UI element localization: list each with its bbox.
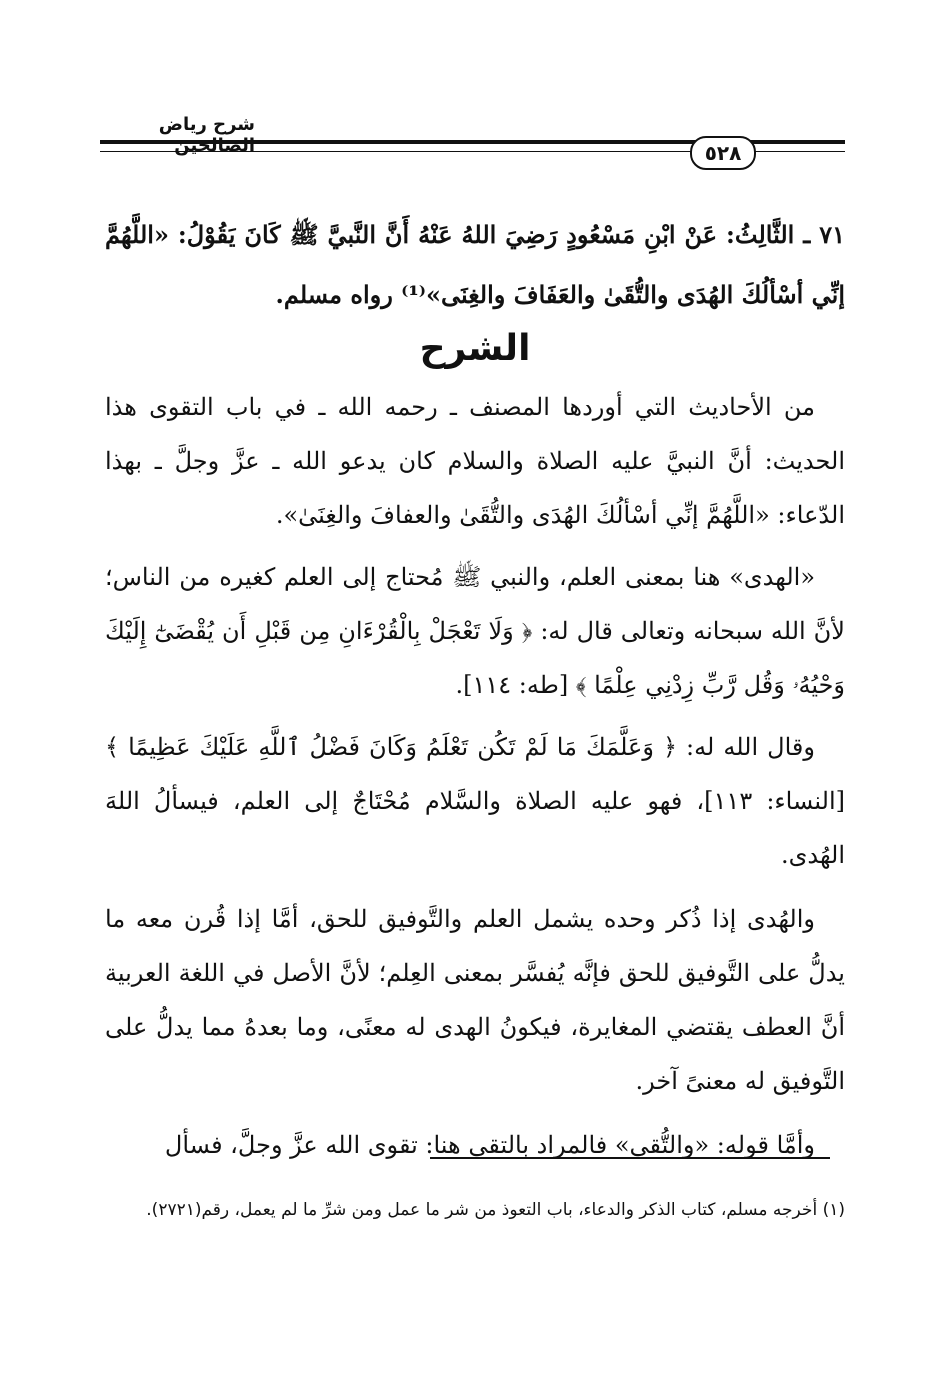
running-header-title: شرح رياض الصالحين [158,114,255,156]
commentary-paragraph: من الأحاديث التي أوردها المصنف ـ رحمه الله ـ في باب التقوى هذا الحديث: أنَّ النبيَّ عليه الصلاة والسلام كان يدعو الله ـ عزَّ وجلَّ ـ بهذا الدّعاء: «اللَّهُمَّ إنِّي أسْألُكَ الهُدَى والتُّقَىٰ والعفافَ والغِنَىٰ». [105,393,845,529]
commentary-paragraph: وقال الله له: ﴿ وَعَلَّمَكَ مَا لَمْ تَكُن تَعْلَمُ وَكَانَ فَضْلُ ٱللَّهِ عَلَيْكَ عَظِيمًا ﴾ [النساء: ١١٣]، فهو عليه الصلاة والسَّلام مُحْتَاجٌ إلى العلم، فيسألُ اللهَ الهُدى. [105,733,845,869]
footnote: (١) أخرجه مسلم، كتاب الذكر والدعاء، باب التعوذ من شر ما عمل ومن شرِّ ما لم يعمل، رقم(٢٧٢١). [146,1200,845,1220]
commentary-paragraph: وأمَّا قوله: «والتُّقى» فالمراد بالتقى هنا: تقوى الله عزَّ وجلَّ، فسأل [164,1131,815,1159]
hadith-text: ٧١ ـ الثَّالِثُ: عَنْ ابْنِ مَسْعُودٍ رَضِيَ اللهُ عَنْهُ أَنَّ النَّبيَّ ﷺ كَانَ يَقُوْلُ: «اللَّهُمَّ إنِّي أسْألُكَ الهُدَى والتُّقَىٰ والعَفَافَ والغِنَى»⁽¹⁾ رواه مسلم. [105,220,845,309]
commentary-paragraph: «الهدى» هنا بمعنى العلم، والنبي ﷺ مُحتاج إلى العلم كغيره من الناس؛ لأنَّ الله سبحانه وتعالى قال له: ﴿ وَلَا تَعْجَلْ بِالْقُرْءَانِ مِن قَبْلِ أَن يُقْضَىٰٓ إِلَيْكَ وَحْيُهُۥ وَقُل رَّبِّ زِدْنِي عِلْمًا ﴾ [طه: ١١٤]. [105,563,845,699]
footnote-separator [430,1157,830,1159]
commentary-body [105,380,845,1172]
section-heading: الشرح [419,328,531,369]
commentary-paragraph: والهُدى إذا ذُكر وحده يشمل العلم والتَّوفيق للحق، أمَّا إذا قُرن معه ما يدلُّ على التَّوفيق للحق فإنَّه يُفسَّر بمعنى العِلم؛ لأنَّ الأصل في اللغة العربية أنَّ العطف يقتضي المغايرة، فيكونُ الهدى له معنًى، وما بعدهُ مما يدلُّ على التَّوفيق له معنىً آخر. [105,905,845,1095]
page-number: ٥٢٨ [690,136,756,170]
